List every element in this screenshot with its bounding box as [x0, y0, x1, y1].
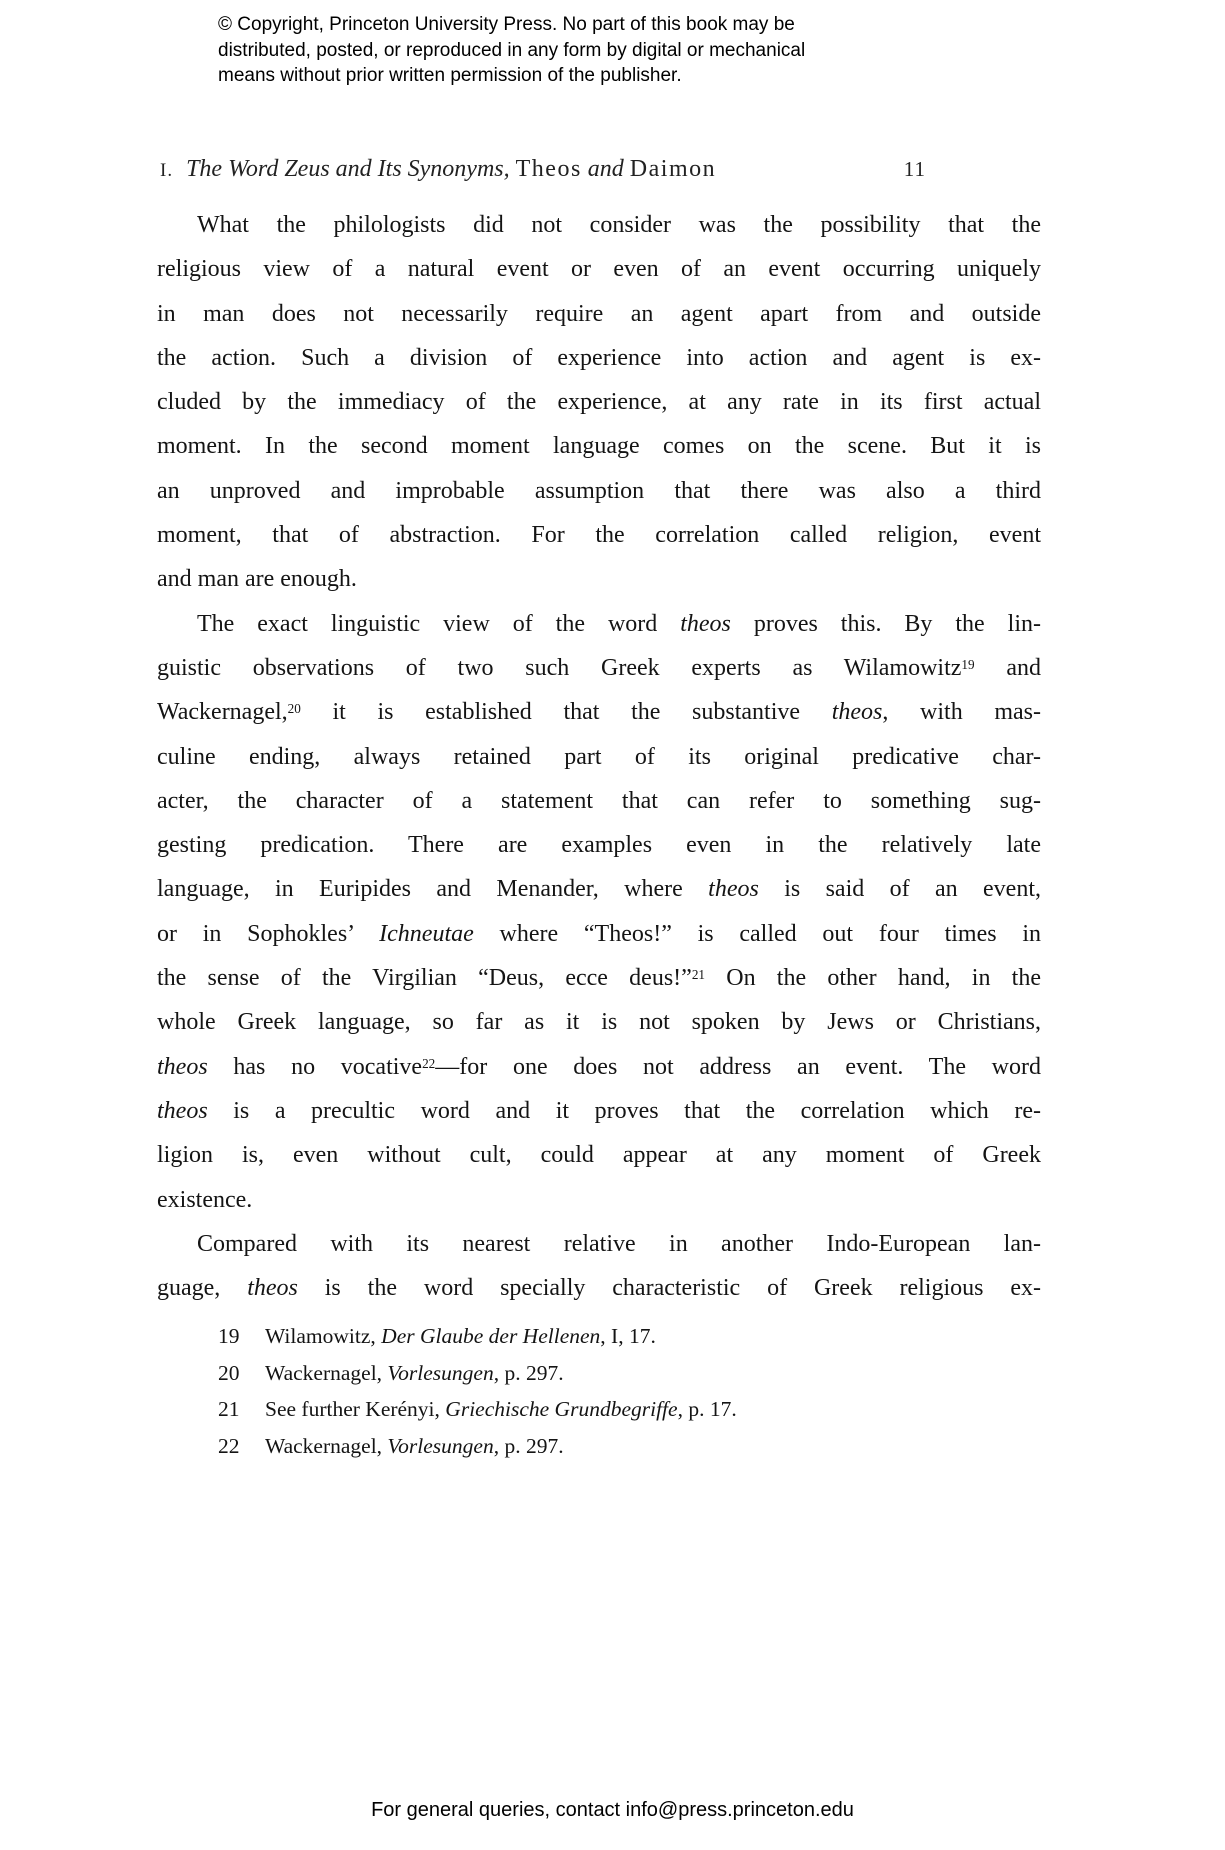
text-line [157, 1000, 1041, 1044]
page-number: 11 [903, 157, 926, 181]
text-line [157, 336, 1041, 380]
text-line [157, 1045, 1041, 1089]
text-segment: Der Glaube der Hellenen [381, 1324, 601, 1348]
text-segment: Griechische Grundbegriffe [445, 1397, 678, 1421]
text-segment: The exact linguistic view of the word [197, 610, 681, 637]
text-segment: Ichneutae [379, 920, 474, 947]
footnote [218, 1355, 1041, 1392]
text-segment: Vorlesungen [387, 1360, 494, 1385]
text-segment: What the philologists did not consider was the possibility that the [197, 212, 1041, 238]
text-segment: , p. 297. [493, 1360, 564, 1385]
running-head [160, 156, 926, 183]
text-line [157, 1178, 1041, 1222]
text-segment: theos [247, 1275, 298, 1302]
text-segment: where “Theos!” is called out four times in [473, 920, 1041, 947]
footnote [218, 1318, 1041, 1355]
text-segment: has no vocative [207, 1053, 423, 1080]
text-segment: is said of an event, [758, 876, 1041, 903]
text-segment: guage, [157, 1275, 248, 1302]
footnote [218, 1391, 1041, 1428]
footnote-reference: 20 [287, 701, 301, 717]
body-text [157, 203, 1041, 1310]
text-line [157, 292, 1041, 336]
text-segment: theos [157, 1053, 208, 1080]
footnote-reference: 19 [961, 657, 975, 673]
footnote-text [265, 1434, 564, 1458]
footnote-text [265, 1397, 737, 1421]
text-line [157, 735, 1041, 779]
text-line [157, 1222, 1041, 1266]
text-segment: See further Kerényi, [265, 1397, 446, 1421]
text-line [157, 380, 1041, 424]
text-segment: is the word specially characteristic of Greek religious ex- [297, 1275, 1041, 1302]
text-segment: Wilamowitz, [265, 1324, 382, 1348]
text-segment: is a precultic word and it proves that the correlation which re- [207, 1097, 1041, 1124]
text-segment: religious view of a natural event or even of an event occurring uniquely [157, 256, 1041, 283]
paragraph [157, 1222, 1041, 1311]
text-segment: Wackernagel, [265, 1433, 388, 1458]
text-segment: Wackernagel, [265, 1360, 388, 1385]
text-segment: ligion is, even without cult, could appear at any moment of Greek [157, 1142, 1041, 1169]
text-line [157, 424, 1041, 468]
text-segment: Wackernagel, [157, 699, 288, 726]
text-line [157, 690, 1041, 734]
text-segment: the sense of the Virgilian “Deus, ecce deus!” [157, 965, 692, 992]
text-line [157, 1089, 1041, 1133]
text-segment: and man are enough. [157, 566, 357, 593]
footnotes [157, 1318, 1041, 1464]
text-segment: proves this. By the lin- [730, 610, 1041, 637]
text-line [157, 1133, 1041, 1177]
text-segment: theos [831, 699, 883, 726]
text-line [157, 513, 1041, 557]
text-segment: , I, 17. [600, 1324, 656, 1348]
text-segment: theos [157, 1097, 208, 1124]
text-segment: The Word Zeus and Its Synonyms, [186, 156, 516, 182]
text-segment: an unproved and improbable assumption that there was also a third [157, 477, 1041, 504]
paragraph [157, 602, 1041, 1222]
footnote-number: 19 [218, 1324, 240, 1348]
paragraph [157, 203, 1041, 602]
text-segment: On the other hand, in the [705, 965, 1041, 992]
copyright-notice [218, 12, 858, 89]
footer-contact: For general queries, contact info@press.princeton.edu [371, 1799, 854, 1821]
text-segment: —for one does not address an event. The word [435, 1053, 1041, 1080]
text-segment: the action. Such a division of experience into action and agent is ex- [157, 344, 1041, 371]
footnote-number: 22 [218, 1433, 240, 1458]
text-line [157, 646, 1041, 690]
text-line [157, 469, 1041, 513]
footnote-reference: 21 [691, 967, 705, 983]
footnote-text [265, 1324, 656, 1348]
text-segment: Vorlesungen [387, 1433, 494, 1458]
text-segment: and [974, 654, 1042, 681]
footnote-reference: 22 [422, 1055, 436, 1071]
text-line [157, 956, 1041, 1000]
text-segment: theos [680, 610, 731, 637]
text-segment: , p. 17. [677, 1397, 737, 1421]
text-segment: , with mas- [882, 699, 1042, 726]
text-line [157, 602, 1041, 646]
copyright-line: distributed, posted, or reproduced in any form by digital or mechanical [218, 39, 806, 61]
copyright-line: means without prior written permission of the publisher. [218, 65, 682, 86]
text-line [157, 557, 1041, 601]
footnote-number: 21 [218, 1397, 240, 1421]
text-segment: or in Sophokles’ [157, 920, 380, 947]
text-segment: Theos [515, 156, 582, 182]
footnote-number: 20 [218, 1360, 240, 1385]
text-segment: theos [708, 876, 759, 903]
text-segment: , p. 297. [493, 1433, 564, 1458]
text-line [157, 779, 1041, 823]
text-segment: it is established that the substantive [300, 699, 832, 726]
text-line [157, 203, 1041, 247]
text-line [157, 1266, 1041, 1310]
text-line [157, 823, 1041, 867]
chapter-title-text [186, 156, 716, 182]
footnote-text [265, 1361, 564, 1385]
text-segment: moment, that of abstraction. For the correlation called religion, event [157, 522, 1041, 549]
text-segment: cluded by the immediacy of the experience, at any rate in its first actual [157, 389, 1041, 416]
chapter-number: I. [160, 160, 174, 181]
text-line [157, 867, 1041, 911]
text-segment: guistic observations of two such Greek experts as Wilamowitz [157, 654, 962, 681]
text-segment: Daimon [629, 156, 717, 182]
footnote [218, 1428, 1041, 1465]
text-segment: Compared with its nearest relative in another Indo-European lan- [197, 1230, 1041, 1257]
copyright-line: © Copyright, Princeton University Press. No part of this book may be [218, 14, 795, 35]
text-segment: language, in Euripides and Menander, where [157, 876, 709, 903]
text-segment: acter, the character of a statement that can refer to something sug- [157, 787, 1041, 814]
text-segment: whole Greek language, so far as it is not spoken by Jews or Christians, [157, 1009, 1041, 1036]
text-segment: culine ending, always retained part of its original predicative char- [157, 743, 1041, 770]
text-segment: gesting predication. There are examples even in the relatively late [157, 832, 1041, 859]
text-line [157, 912, 1041, 956]
text-line [157, 247, 1041, 291]
text-segment: existence. [157, 1186, 253, 1213]
text-segment: and [581, 156, 630, 182]
text-segment: in man does not necessarily require an agent apart from and outside [157, 300, 1041, 327]
chapter-title [160, 156, 716, 183]
text-segment: moment. In the second moment language comes on the scene. But it is [157, 433, 1041, 460]
